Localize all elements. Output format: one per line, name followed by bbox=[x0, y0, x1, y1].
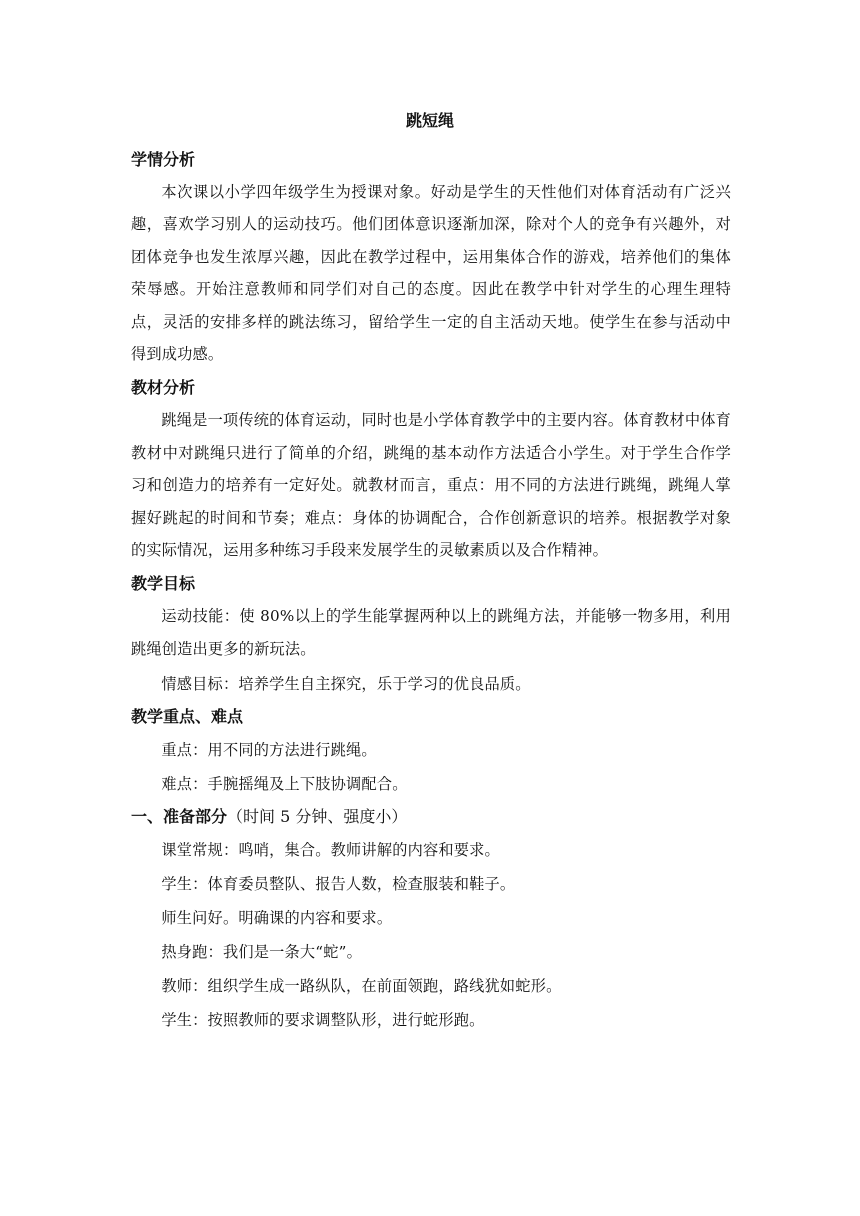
prep-line: 课堂常规：鸣哨，集合。教师讲解的内容和要求。 bbox=[161, 841, 500, 860]
paragraph-skill-goal: 运动技能：使 80%以上的学生能掌握两种以上的跳绳方法，并能够一物多用，利用跳绳创造出更多的新玩法。 bbox=[131, 607, 731, 658]
heading-key-points: 教学重点、难点 bbox=[131, 707, 244, 727]
prep-line: 师生问好。明确课的内容和要求。 bbox=[161, 909, 393, 928]
document-title: 跳短绳 bbox=[405, 111, 454, 130]
line-difficulty: 难点：手腕摇绳及上下肢协调配合。 bbox=[161, 775, 408, 794]
line-emotion-goal: 情感目标：培养学生自主探究，乐于学习的优良品质。 bbox=[161, 675, 531, 694]
heading-learning-analysis: 学情分析 bbox=[131, 150, 196, 169]
prep-line: 学生：按照教师的要求调整队形，进行蛇形跑。 bbox=[161, 1011, 485, 1030]
paragraph-material-analysis: 跳绳是一项传统的体育运动，同时也是小学体育教学中的主要内容。体育教材中体育教材中对跳绳只进行了简单的介绍，跳绳的基本动作方法适合小学生。对于学生合作学习和创造力的培养有一定好处。就教材而言，重点：用不同的方法进行跳绳，跳绳人掌握好跳起的时间和节奏；难点：身体的协调配合，合作创新意识的培养。根据教学对象的实际情况，运用多种练习手段来发展学生的灵敏素质以及合作精神。 bbox=[131, 411, 731, 560]
paragraph-learning-analysis: 本次课以小学四年级学生为授课对象。好动是学生的天性他们对体育活动有广泛兴趣，喜欢学习别人的运动技巧。他们团体意识逐渐加深，除对个人的竞争有兴趣外，对团体竞争也发生浓厚兴趣，因此在教学过程中，运用集体合作的游戏，培养他们的集体荣辱感。开始注意教师和同学们对自己的态度。因此在教学中针对学生的心理生理特点，灵活的安排多样的跳法练习，留给学生一定的自主活动天地。使学生在参与活动中得到成功感。 bbox=[131, 183, 731, 364]
heading-teaching-goals: 教学目标 bbox=[131, 574, 196, 594]
document-body bbox=[131, 144, 731, 1037]
heading-preparation-note: （时间 5 分钟、强度小） bbox=[227, 807, 408, 827]
prep-line: 学生：体育委员整队、报告人数，检查服装和鞋子。 bbox=[161, 875, 516, 894]
heading-material-analysis: 教材分析 bbox=[131, 378, 196, 398]
heading-preparation-label: 一、准备部分 bbox=[131, 807, 228, 827]
line-focus: 重点：用不同的方法进行跳绳。 bbox=[161, 741, 377, 760]
prep-line: 热身跑：我们是一条大“蛇”。 bbox=[161, 943, 362, 962]
heading-preparation bbox=[131, 801, 731, 833]
prep-line: 教师：组织学生成一路纵队，在前面领跑，路线犹如蛇形。 bbox=[161, 977, 562, 996]
